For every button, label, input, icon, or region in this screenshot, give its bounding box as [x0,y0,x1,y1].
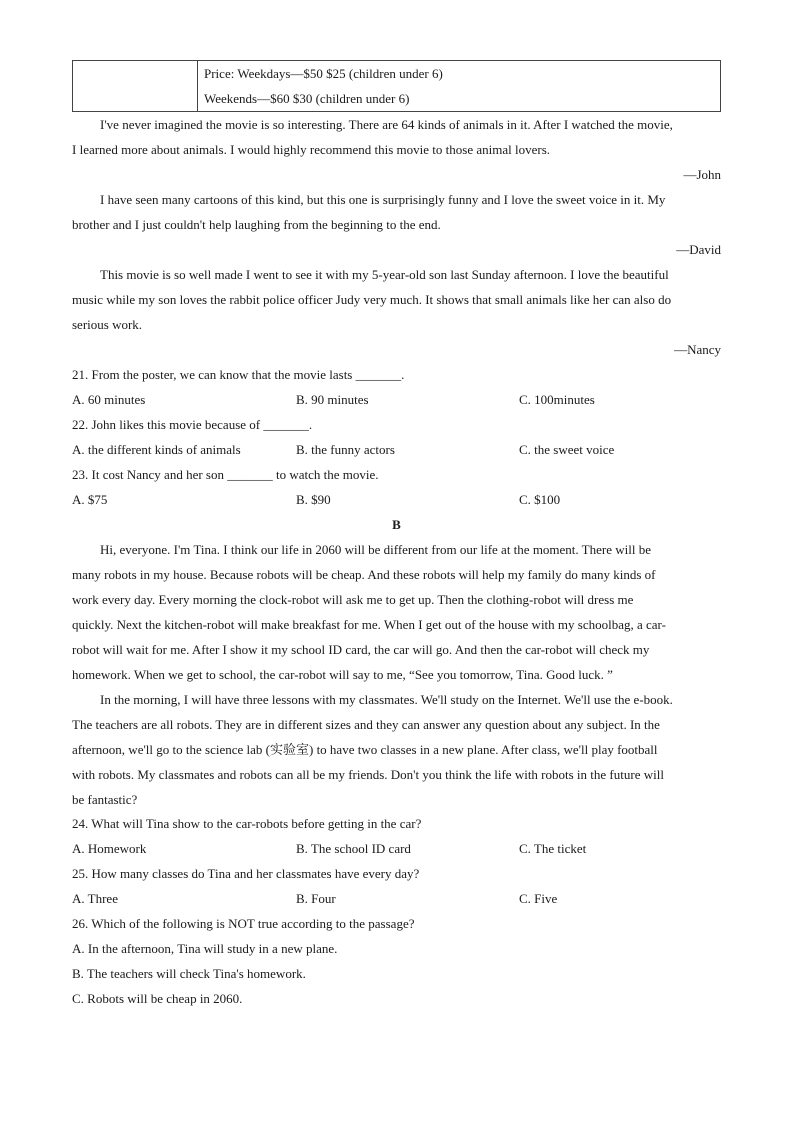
review-nancy-line: serious work. [72,317,143,332]
passage-b-line: work every day. Every morning the clock-robot will ask me to get up. Then the clothing-robot will dress me [72,592,634,607]
passage-b-line: robot will wait for me. After I show it my school ID card, the car will go. And then the car-robot will check my [72,642,650,657]
review-nancy-author: —Nancy [674,342,721,357]
question-23-stem: 23. It cost Nancy and her son _______ to watch the movie. [72,467,379,482]
review-nancy-line: music while my son loves the rabbit police officer Judy very much. It shows that small animals like her can also do [72,292,672,307]
option-a: A. In the afternoon, Tina will study in a new plane. [72,941,338,956]
option-b: B. The school ID card [296,841,411,856]
review-john-author: —John [683,167,721,182]
option-c: C. Robots will be cheap in 2060. [72,991,243,1006]
question-23-options [72,487,721,512]
review-john-line: I learned more about animals. I would highly recommend this movie to those animal lovers. [72,142,550,157]
passage-b-line: afternoon, we'll go to the science lab (实验室) to have two classes in a new plane. After class, we'll play football [72,742,658,757]
question-24-options [72,836,721,861]
option-c: C. The ticket [519,841,587,856]
review-david-line: brother and I just couldn't help laughing from the beginning to the end. [72,217,441,232]
price-weekdays: Price: Weekdays—$50 $25 (children under 6) [204,66,443,81]
option-c: C. $100 [519,492,561,507]
option-b: B. 90 minutes [296,392,369,407]
passage-b-line: with robots. My classmates and robots can all be my friends. Don't you think the life with robots in the future will [72,767,664,782]
question-26-stem: 26. Which of the following is NOT true according to the passage? [72,916,415,931]
question-25-stem: 25. How many classes do Tina and her classmates have every day? [72,866,420,881]
passage-b-line: Hi, everyone. I'm Tina. I think our life in 2060 will be different from our life at the moment. There will be [100,542,651,557]
review-david-author: —David [676,242,721,257]
option-c: C. Five [519,891,558,906]
price-weekends: Weekends—$60 $30 (children under 6) [204,91,410,106]
question-22-options [72,437,721,462]
question-22-stem: 22. John likes this movie because of _______. [72,417,313,432]
option-a: A. Homework [72,841,147,856]
option-b: B. Four [296,891,336,906]
option-c: C. 100minutes [519,392,595,407]
question-24-stem: 24. What will Tina show to the car-robots before getting in the car? [72,816,422,831]
question-21-options [72,387,721,412]
option-c: C. the sweet voice [519,442,615,457]
option-b: B. the funny actors [296,442,395,457]
option-a: A. Three [72,891,118,906]
review-nancy-line: This movie is so well made I went to see it with my 5-year-old son last Sunday afternoon. I love the beautiful [100,267,669,282]
passage-b-line: homework. When we get to school, the car-robot will say to me, “See you tomorrow, Tina. Good luck. ” [72,667,613,682]
section-b-heading: B [392,517,401,532]
question-25-options [72,886,721,911]
table-empty-cell [73,61,198,112]
option-a: A. the different kinds of animals [72,442,241,457]
price-table [72,60,721,112]
review-john-line: I've never imagined the movie is so interesting. There are 64 kinds of animals in it. After I watched the movie, [100,117,673,132]
option-a: A. 60 minutes [72,392,146,407]
passage-b-line: many robots in my house. Because robots will be cheap. And these robots will help my family do many kinds of [72,567,656,582]
passage-b-line: In the morning, I will have three lessons with my classmates. We'll study on the Internet. We'll use the e-book. [100,692,673,707]
passage-b-line: quickly. Next the kitchen-robot will make breakfast for me. When I get out of the house with my schoolbag, a car- [72,617,666,632]
review-david-line: I have seen many cartoons of this kind, but this one is surprisingly funny and I love the sweet voice in it. My [100,192,666,207]
passage-b-line: be fantastic? [72,792,138,807]
option-b: B. The teachers will check Tina's homework. [72,966,306,981]
passage-b-line: The teachers are all robots. They are in different sizes and they can answer any question about any subject. In the [72,717,660,732]
option-b: B. $90 [296,492,331,507]
question-21-stem: 21. From the poster, we can know that the movie lasts _______. [72,367,405,382]
price-cell [198,61,721,112]
option-a: A. $75 [72,492,108,507]
